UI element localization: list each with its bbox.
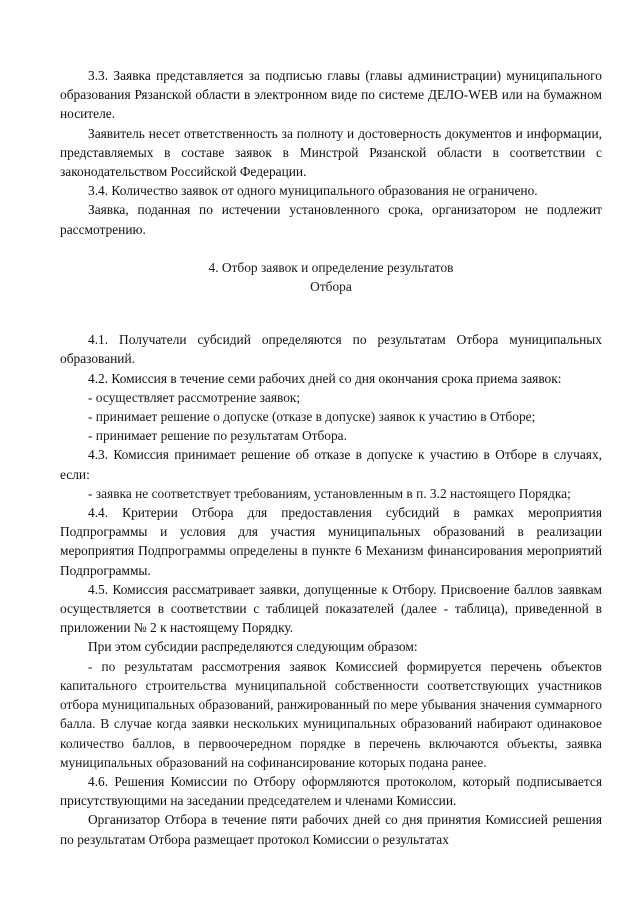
paragraph-4-2: 4.2. Комиссия в течение семи рабочих дней со дня окончания срока приема заявок:	[88, 370, 562, 386]
paragraph-late-application: Заявка, поданная по истечении установленного срока, организатором не подлежит рассмотрению.	[60, 202, 602, 237]
section-heading-line2: Отбора	[310, 279, 352, 295]
paragraph-4-5: 4.5. Комиссия рассматривает заявки, допущенные к Отбору. Присвоение баллов заявкам осуществляется в соответствии с таблицей показателей (далее - таблица), приведенной в приложении № 2 к настоящему Порядку.	[60, 581, 602, 636]
section-heading-line1: 4. Отбор заявок и определение результатов	[208, 259, 454, 275]
list-item-results: - принимает решение по результатам Отбора.	[88, 428, 347, 444]
list-item-noncompliance: - заявка не соответствует требованиям, установленным в п. 3.2 настоящего Порядка;	[88, 485, 571, 501]
paragraph-4-1: 4.1. Получатели субсидий определяются по результатам Отбора муниципальных образований.	[60, 332, 602, 367]
paragraph-applicant-responsibility: Заявитель несет ответственность за полноту и достоверность документов и информации, представляемых в составе заявок в Минстрой Рязанской области в соответствии с законодательством Российской Федерации.	[60, 125, 602, 180]
list-item-review: - осуществляет рассмотрение заявок;	[88, 389, 301, 405]
paragraph-distribution: При этом субсидии распределяются следующим образом:	[88, 639, 418, 655]
paragraph-4-4: 4.4. Критерии Отбора для предоставления субсидий в рамках мероприятия Подпрограммы и условия для участия муниципальных образований в реализации мероприятия Подпрограммы определены в пункте 6 Механизм финансирования мероприятий Подпрограммы.	[60, 505, 602, 578]
paragraph-4-3: 4.3. Комиссия принимает решение об отказе в допуске к участию в Отборе в случаях, если:	[60, 447, 602, 482]
list-item-admission: - принимает решение о допуске (отказе в допуске) заявок к участию в Отборе;	[88, 409, 536, 425]
list-item-ranking: - по результатам рассмотрения заявок Комиссией формируется перечень объектов капитального строительства муниципальной собственности соответствующих участников отбора муниципальных образований, ранжированный по мере убывания значения суммарного балла. В случае когда заявки нескольких муниципальных образований набирают одинаковое количество баллов, в первоочередном порядке в перечень включаются объекты, заявка муниципальных образований на софинансирование которых подана ранее.	[60, 658, 602, 770]
paragraph-organizer-protocol: Организатор Отбора в течение пяти рабочих дней со дня принятия Комиссией решения по результатам Отбора размещает протокол Комиссии о результатах	[60, 812, 602, 847]
document-page	[60, 66, 602, 849]
paragraph-4-6: 4.6. Решения Комиссии по Отбору оформляются протоколом, который подписывается присутствующими на заседании председателем и членами Комиссии.	[60, 773, 602, 809]
paragraph-3-4: 3.4. Количество заявок от одного муниципального образования не ограничено.	[88, 183, 538, 199]
paragraph-3-3: 3.3. Заявка представляется за подписью главы (главы администрации) муниципального образования Рязанской области в электронном виде по системе ДЕЛО-WEB или на бумажном носителе.	[60, 68, 602, 122]
